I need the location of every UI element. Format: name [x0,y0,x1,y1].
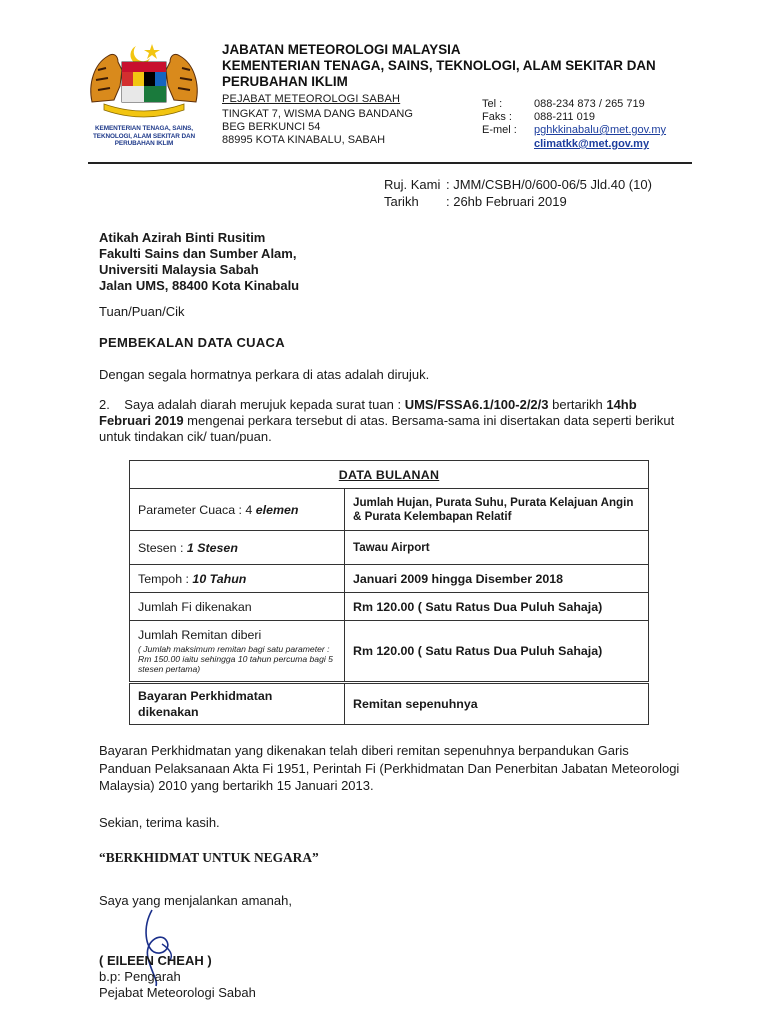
crest-caption: KEMENTERIAN TENAGA, SAINS, TEKNOLOGI, ALAM SEKITAR DAN PERUBAHAN IKLIM [92,125,196,148]
recipient-name: Atikah Azirah Binti Rusitim [99,230,266,245]
amanah-text: Saya yang menjalankan amanah, [99,893,292,908]
letter-reference: UMS/FSSA6.1/100-2/2/3 [404,397,549,412]
email-label: E-mel : [482,124,517,136]
address-line: TINGKAT 7, WISMA DANG BANDANG [222,108,413,120]
fax-label: Faks : [482,111,512,123]
tel-value: 088-234 873 / 265 719 [534,98,645,110]
stesen-label: Stesen : [138,540,184,555]
recipient-line: Jalan UMS, 88400 Kota Kinabalu [99,278,300,293]
closing-text: Sekian, terima kasih. [99,815,220,830]
bayaran-value: Remitan sepenuhnya [345,683,649,725]
ruj-label: Ruj. Kami [384,177,441,192]
fax-value: 088-211 019 [534,111,595,123]
table-title: DATA BULANAN [130,461,649,489]
para2-text-1: Saya adalah diarah merujuk kepada surat tuan : [124,397,402,412]
header-divider [88,162,692,164]
office-name: PEJABAT METEOROLOGI SABAH [222,93,401,105]
remitan-value: Rm 120.00 ( Satu Ratus Dua Puluh Sahaja) [345,621,649,683]
address-line: 88995 KOTA KINABALU, SABAH [222,134,386,146]
param-label: Parameter Cuaca : 4 [138,502,253,517]
table-row [130,565,649,593]
para2-text-3: mengenai perkara tersebut di atas. Bersama-sama ini disertakan data seperti berikut untuk tindakan cik/ tuan/puan. [99,413,675,444]
table-row [130,531,649,565]
opening-paragraph: Dengan segala hormatnya perkara di atas adalah dirujuk. [99,367,430,382]
para2-text-2: bertarikh [552,397,603,412]
signatory-office: Pejabat Meteorologi Sabah [99,985,256,1000]
table-row [130,489,649,531]
table-row [130,683,649,725]
fi-value: Rm 120.00 ( Satu Ratus Dua Puluh Sahaja) [345,593,649,621]
param-emph: elemen [255,502,299,517]
data-table [129,460,649,725]
remitan-label: Jumlah Remitan diberi [138,628,262,642]
ruj-value: : JMM/CSBH/0/600-06/5 Jld.40 (10) [446,177,652,192]
remitan-note: ( Jumlah maksimum remitan bagi satu parameter : Rm 150.00 iaitu sehingga 10 tahun percuma bagi 5 stesen pertama) [138,644,333,674]
tempoh-label: Tempoh : [138,571,189,586]
stesen-value: Tawau Airport [345,531,649,565]
coat-of-arms-icon [84,40,204,118]
table-label-cell [130,489,345,531]
letter-date: 14hb Februari 2019 [99,397,637,428]
table-label-cell [130,621,345,683]
table-label-cell [130,531,345,565]
paragraph-2 [99,397,681,445]
ministry-name: KEMENTERIAN TENAGA, SAINS, TEKNOLOGI, ALAM SEKITAR DAN PERUBAHAN IKLIM [222,58,656,89]
bayaran-label: Bayaran Perkhidmatan dikenakan [130,683,345,725]
address-line: BEG BERKUNCI 54 [222,121,321,133]
table-row [130,621,649,683]
subject-heading: PEMBEKALAN DATA CUACA [99,335,285,350]
email-link-primary[interactable]: pghkkinabalu@met.gov.my [534,124,667,136]
table-label-cell [130,565,345,593]
salutation: Tuan/Puan/Cik [99,304,185,319]
recipient-line: Universiti Malaysia Sabah [99,262,259,277]
signatory-name: ( EILEEN CHEAH ) [99,953,212,968]
signatory-title: b.p: Pengarah [99,969,181,984]
department-name: JABATAN METEOROLOGI MALAYSIA [222,42,461,57]
paragraph-3: Bayaran Perkhidmatan yang dikenakan telah diberi remitan sepenuhnya berpandukan Garis Panduan Pelaksanaan Akta Fi 1951, Perintah Fi (Perkhidmatan Dan Penerbitan Jabatan Meteorologi Malaysia) 2010 yang bertarikh 15 Januari 2013. [99,743,680,793]
tempoh-emph: 10 Tahun [192,571,247,586]
fi-label: Jumlah Fi dikenakan [130,593,345,621]
email-link-climate[interactable]: climatkk@met.gov.my [534,138,650,150]
motto: “BERKHIDMAT UNTUK NEGARA” [99,850,319,865]
param-value: Jumlah Hujan, Purata Suhu, Purata Kelajuan Angin & Purata Kelembapan Relatif [345,489,649,531]
tarikh-value: : 26hb Februari 2019 [446,194,567,209]
tempoh-value: Januari 2009 hingga Disember 2018 [345,565,649,593]
tarikh-label: Tarikh [384,194,419,209]
tel-label: Tel : [482,98,503,110]
stesen-emph: 1 Stesen [186,540,238,555]
recipient-line: Fakulti Sains dan Sumber Alam, [99,246,297,261]
paragraph-number: 2. [99,397,110,412]
table-row [130,593,649,621]
